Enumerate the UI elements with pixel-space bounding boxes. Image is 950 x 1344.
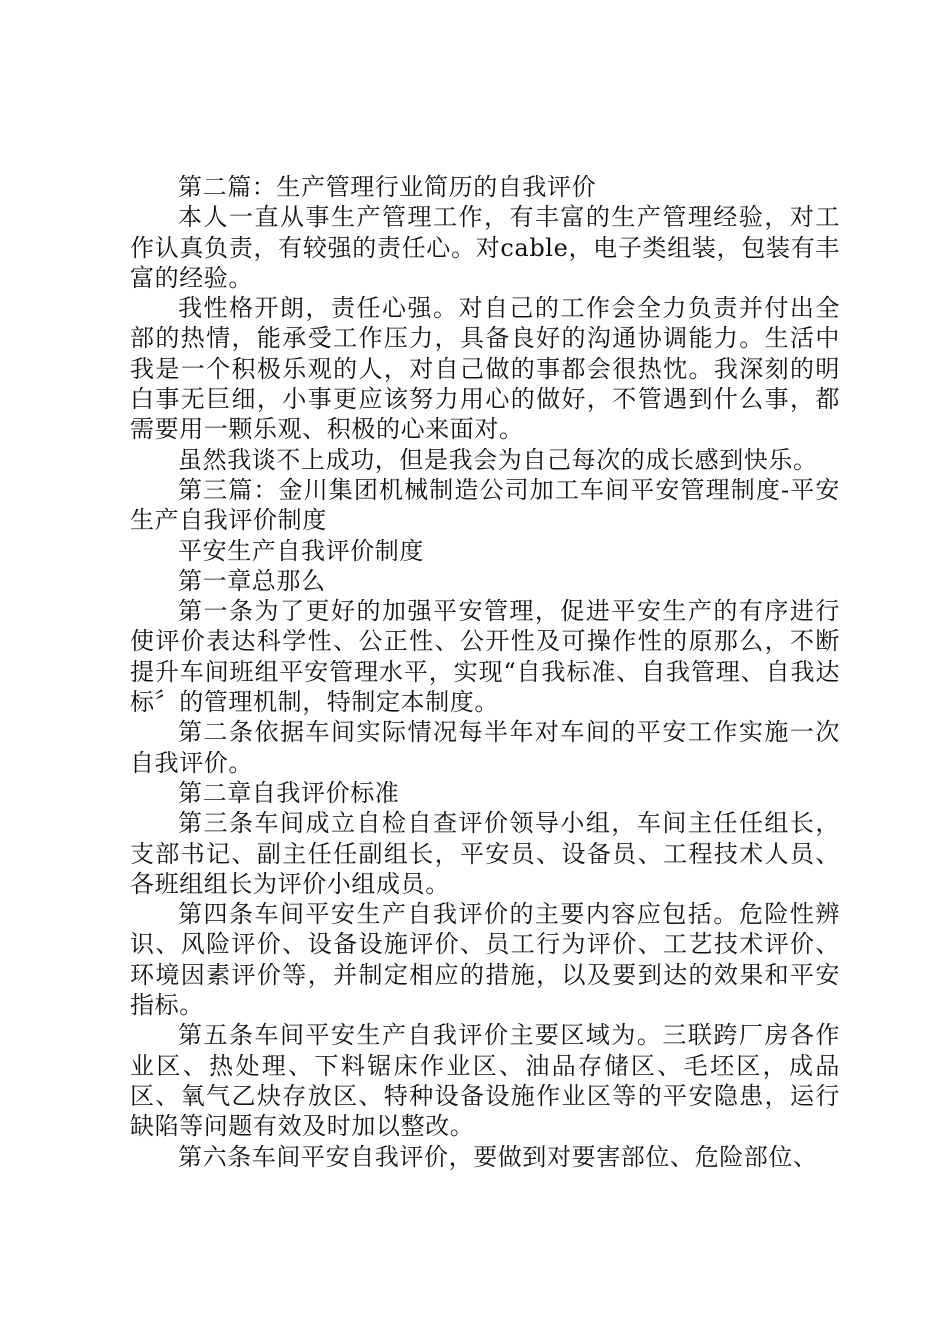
paragraph: 我性格开朗，责任心强。对自己的工作会全力负责并付出全部的热情，能承受工作压力，具备良好的沟通协调能力。生活中我是一个积极乐观的人，对自己做的事都会很热忱。我深刻的明白事无巨细，小事更应该努力用心的做好，不管遇到什么事，都需要用一颗乐观、积极的心来面对。 [130,294,840,444]
document-body [130,172,840,1172]
section-heading-3: 第三篇：金川集团机械制造公司加工车间平安管理制度-平安生产自我评价制度 [130,475,840,535]
article-paragraph: 第六条车间平安自我评价，要做到对要害部位、危险部位、 [178,1142,818,1171]
article-paragraph: 第二条依据车间实际情况每半年对车间的平安工作实施一次自我评价。 [130,718,840,777]
section-heading-2: 第二篇：生产管理行业简历的自我评价 [178,173,597,201]
chapter-heading: 第一章总那么 [178,566,326,595]
document-title: 平安生产自我评价制度 [178,536,424,565]
paragraph: 本人一直从事生产管理工作，有丰富的生产管理经验，对工作认真负责，有较强的责任心。对cable，电子类组装，包装有丰富的经验。 [130,203,840,292]
paragraph: 虽然我谈不上成功，但是我会为自己每次的成长感到快乐。 [178,445,818,474]
article-paragraph: 第四条车间平安生产自我评价的主要内容应包括。危险性辨识、风险评价、设备设施评价、员工行为评价、工艺技术评价、环境因素评价等，并制定相应的措施，以及要到达的效果和平安指标。 [130,900,840,1020]
article-paragraph: 第一条为了更好的加强平安管理，促进平安生产的有序进行使评价表达科学性、公正性、公开性及可操作性的原那么，不断提升车间班组平安管理水平，实现“自我标准、自我管理、自我达标〞的管理机制，特制定本制度。 [130,597,840,717]
article-paragraph: 第五条车间平安生产自我评价主要区域为。三联跨厂房各作业区、热处理、下料锯床作业区、油品存储区、毛坯区，成品区、氧气乙炔存放区、特种设备设施作业区等的平安隐患，运行缺陷等问题有效及时加以整改。 [130,1021,840,1141]
chapter-heading: 第二章自我评价标准 [178,778,400,807]
article-paragraph: 第三条车间成立自检自查评价领导小组，车间主任任组长，支部书记、副主任任副组长，平安员、设备员、工程技术人员、各班组组长为评价小组成员。 [130,809,840,898]
